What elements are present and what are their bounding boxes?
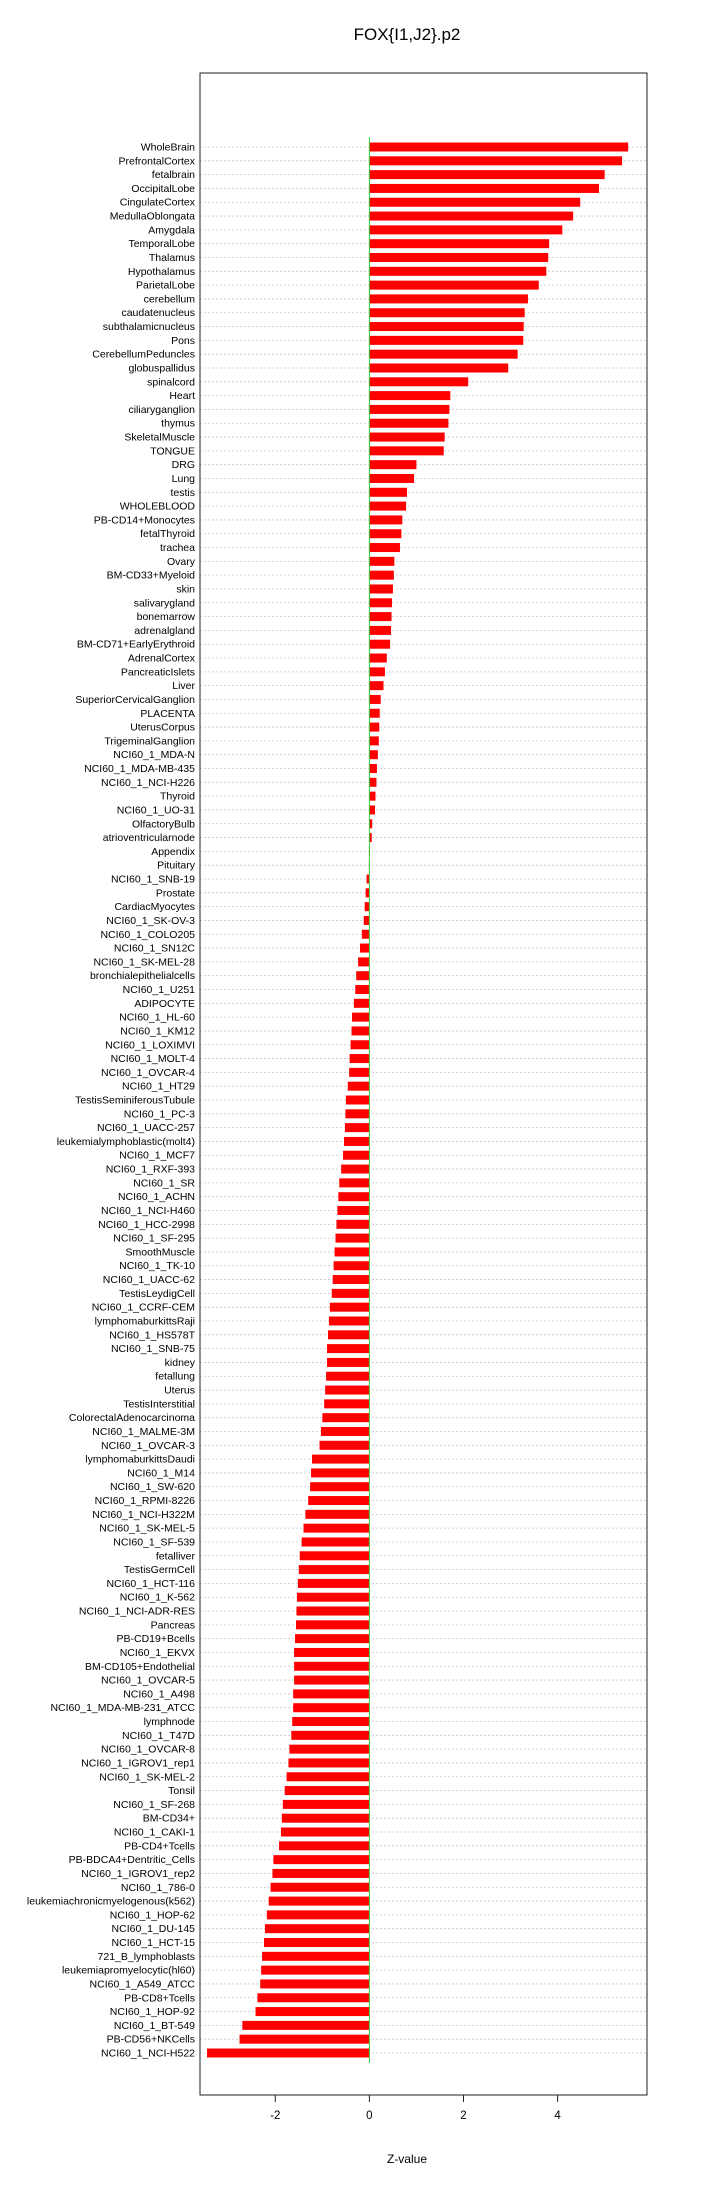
bar [298,1579,370,1588]
category-label: NCI60_1_OVCAR-3 [101,1439,195,1452]
bar [369,529,401,538]
category-label: NCI60_1_UO-31 [116,804,195,817]
bar [336,1234,370,1243]
category-label: NCI60_1_MDA-MB-231_ATCC [50,1702,195,1715]
bar [337,1206,369,1215]
category-label: fetalliver [155,1550,195,1563]
category-label: thymus [161,417,195,430]
category-label: ColorectalAdenocarcinoma [68,1412,195,1425]
bar [312,1455,369,1464]
category-label: testis [170,486,195,499]
category-label: ciliaryganglion [128,403,195,416]
category-label: ADIPOCYTE [134,997,195,1010]
bar [333,1275,370,1284]
category-label: BM-CD34+ [142,1812,195,1825]
category-label: PB-BDCA4+Dentritic_Cells [68,1854,195,1867]
bar [265,1924,369,1933]
bar [297,1593,369,1602]
category-label: TestisInterstitial [123,1398,195,1411]
category-label: PB-CD4+Tcells [124,1840,195,1853]
category-label: TONGUE [150,445,195,458]
category-label: NCI60_1_NCI-H460 [101,1204,195,1217]
bar [369,764,377,773]
category-label: NCI60_1_MDA-N [113,749,195,762]
category-label: TestisGermCell [123,1564,195,1577]
plot-frame [200,73,647,2095]
category-label: leukemialymphoblastic(molt4) [56,1135,195,1148]
category-label: NCI60_1_NCI-H522 [101,2047,195,2060]
category-label: Tonsil [168,1785,195,1798]
category-label: Liver [172,680,195,693]
bar [369,322,523,331]
category-label: cerebellum [143,293,195,306]
category-label: PrefrontalCortex [118,155,195,168]
category-label: NCI60_1_BT-549 [113,2019,195,2032]
category-label: BM-CD105+Endothelial [84,1660,195,1673]
category-label: bonemarrow [136,611,195,624]
category-label: NCI60_1_ACHN [117,1191,195,1204]
bar [369,709,379,718]
category-label: NCI60_1_RXF-393 [105,1163,195,1176]
bar [360,944,369,953]
bar [352,1013,369,1022]
bar [260,1979,369,1988]
category-labels [27,142,196,2060]
bar [369,433,444,442]
bar [354,999,370,1008]
bar [369,212,573,221]
category-label: ParietalLobe [136,279,195,292]
bar [256,2007,370,2016]
category-label: NCI60_1_HOP-62 [109,1909,195,1922]
bar [330,1303,370,1312]
bar [296,1607,369,1616]
category-label: NCI60_1_A549_ATCC [89,1978,195,1991]
bar [369,723,379,732]
category-label: lymphnode [143,1716,195,1729]
bar [362,930,370,939]
bar [369,474,414,483]
category-label: MedullaOblongata [109,210,195,223]
bar [345,1109,369,1118]
category-label: NCI60_1_HCC-2998 [98,1218,195,1231]
bar [302,1537,370,1546]
category-label: NCI60_1_CCRF-CEM [91,1301,195,1314]
category-label: NCI60_1_SNB-75 [110,1343,195,1356]
bar [369,640,390,649]
x-tick-label: 4 [554,2110,561,2122]
bar [369,695,380,704]
bar [369,626,391,635]
bar [324,1399,369,1408]
bar [366,888,370,897]
category-label: lymphomaburkittsRaji [94,1315,195,1328]
category-label: NCI60_1_HT29 [122,1080,195,1093]
category-label: NCI60_1_TK-10 [119,1260,195,1273]
category-label: NCI60_1_U251 [122,984,195,997]
bar [369,391,450,400]
bar [207,2049,369,2058]
bar [257,1993,369,2002]
category-label: leukemiapromyelocytic(hl60) [61,1964,195,1977]
bar [338,1192,369,1201]
category-label: lymphomaburkittsDaudi [85,1453,195,1466]
category-label: DRG [171,459,195,472]
bar [341,1165,369,1174]
category-label: NCI60_1_LOXIMVI [105,1039,195,1052]
category-label: OccipitalLobe [131,182,195,195]
x-tick-label: 0 [366,2110,373,2122]
bar [261,1966,369,1975]
bar [352,1026,370,1035]
bar [369,170,604,179]
bar [325,1386,369,1395]
bar [369,267,546,276]
category-label: NCI60_1_MALME-3M [92,1425,195,1438]
category-label: SkeletalMuscle [124,431,195,444]
bar [369,184,599,193]
category-label: NCI60_1_HL-60 [119,1011,195,1024]
bar [369,198,580,207]
bar [369,557,394,566]
category-label: NCI60_1_SR [133,1177,195,1190]
category-label: NCI60_1_SK-MEL-5 [99,1522,195,1535]
bar [293,1689,369,1698]
category-label: SuperiorCervicalGanglion [75,693,195,706]
category-label: PB-CD14+Monocytes [93,514,195,527]
category-label: NCI60_1_UACC-257 [96,1122,195,1135]
bar [369,336,523,345]
bar [369,308,524,317]
bar [327,1358,369,1367]
bar [344,1137,369,1146]
bar [289,1745,369,1754]
category-label: PLACENTA [140,707,195,720]
bar [369,488,407,497]
bar [334,1261,370,1270]
bar [279,1841,369,1850]
bar [358,957,369,966]
category-label: NCI60_1_SK-OV-3 [106,914,195,927]
bar [336,1220,369,1229]
bar [262,1952,369,1961]
bar [369,654,386,663]
category-label: NCI60_1_MOLT-4 [110,1053,195,1066]
x-axis [270,2095,561,2122]
category-label: NCI60_1_OVCAR-4 [101,1066,195,1079]
bar [369,681,383,690]
bar [343,1151,369,1160]
category-label: BM-CD71+EarlyErythroid [76,638,195,651]
bar [300,1551,370,1560]
category-label: NCI60_1_K-562 [119,1591,195,1604]
category-label: NCI60_1_NCI-H226 [101,776,195,789]
bar [327,1344,369,1353]
bar [304,1524,370,1533]
category-label: salivarygland [133,597,195,610]
bar [350,1054,370,1063]
category-label: Heart [169,390,195,403]
bar [283,1800,370,1809]
category-label: PB-CD8+Tcells [124,1992,195,2005]
bar [369,584,393,593]
bar [308,1496,369,1505]
category-label: fetallung [155,1370,195,1383]
category-label: PB-CD19+Bcells [116,1633,195,1646]
category-label: WholeBrain [140,141,195,154]
category-label: Appendix [151,845,195,858]
bar [365,902,370,911]
bar [285,1786,370,1795]
category-label: PB-CD56+NKCells [106,2033,195,2046]
bar [271,1883,370,1892]
category-label: NCI60_1_A498 [123,1688,195,1701]
bar [369,143,628,152]
category-label: OlfactoryBulb [131,818,195,831]
bar [321,1427,369,1436]
category-label: NCI60_1_RPMI-8226 [94,1495,195,1508]
bar [291,1731,369,1740]
category-label: UterusCorpus [130,721,195,734]
bar [335,1247,370,1256]
category-label: SmoothMuscle [125,1246,195,1259]
category-label: Ovary [166,555,195,568]
category-label: TestisLeydigCell [119,1287,195,1300]
category-label: NCI60_1_MDA-MB-435 [84,763,195,776]
bar [311,1468,369,1477]
bar [322,1413,369,1422]
category-label: fetalThyroid [140,528,195,541]
category-label: NCI60_1_SK-MEL-2 [99,1771,195,1784]
category-label: NCI60_1_SNB-19 [110,873,195,886]
category-label: TemporalLobe [128,238,195,251]
bar [369,281,538,290]
category-label: Thalamus [148,251,195,264]
category-label: PancreaticIslets [120,666,195,679]
category-label: NCI60_1_HOP-92 [109,2006,195,2019]
category-label: BM-CD33+Myeloid [106,569,195,582]
category-label: Uterus [164,1384,195,1397]
bar [369,363,508,372]
category-label: NCI60_1_786-0 [120,1881,195,1894]
category-label: Lung [171,472,195,485]
bar [332,1289,370,1298]
category-label: Thyroid [159,790,195,803]
category-label: atrioventricularnode [102,832,195,845]
bar [295,1634,369,1643]
category-label: subthalamicnucleus [102,321,195,334]
bar [240,2035,370,2044]
bar [273,1855,369,1864]
category-label: CerebellumPeduncles [92,348,195,361]
bar [369,750,377,759]
category-label: NCI60_1_T47D [122,1729,195,1742]
category-label: CingulateCortex [119,196,195,209]
bar [369,805,375,814]
category-label: trachea [159,542,195,555]
bar [288,1758,369,1767]
category-label: bronchialepithelialcells [89,970,195,983]
category-label: Hypothalamus [127,265,195,278]
bar [282,1814,370,1823]
category-label: NCI60_1_KM12 [120,1025,195,1038]
bar [339,1178,369,1187]
bar [369,294,528,303]
category-label: NCI60_1_MCF7 [119,1149,195,1162]
bar [369,543,400,552]
bar [349,1068,369,1077]
bar [355,985,369,994]
bar [326,1372,369,1381]
category-label: NCI60_1_NCI-H322M [92,1508,195,1521]
category-label: leukemiachronicmyelogenous(k562) [26,1895,195,1908]
bar [346,1096,370,1105]
category-label: NCI60_1_HCT-15 [111,1937,195,1950]
category-label: 721_B_lymphoblasts [97,1950,195,1963]
bar [320,1441,370,1450]
category-label: NCI60_1_NCI-ADR-RES [78,1605,195,1618]
category-label: NCI60_1_SK-MEL-28 [93,956,195,969]
bar [310,1482,369,1491]
category-label: NCI60_1_HS578T [109,1329,195,1342]
category-label: NCI60_1_PC-3 [123,1108,195,1121]
bar [305,1510,369,1519]
category-label: TrigeminalGanglion [104,735,195,748]
x-tick-label: 2 [460,2110,467,2122]
bar [292,1717,369,1726]
bar [348,1082,370,1091]
category-label: Prostate [155,887,195,900]
bar [351,1040,370,1049]
bar [281,1828,369,1837]
bar [329,1316,369,1325]
category-label: NCI60_1_SN12C [113,942,195,955]
category-label: NCI60_1_OVCAR-8 [101,1743,195,1756]
bar [267,1910,370,1919]
category-label: fetalbrain [151,169,195,182]
category-label: Pituitary [157,859,195,872]
bar [369,571,393,580]
bar [369,156,622,165]
category-label: NCI60_1_COLO205 [100,928,195,941]
category-label: globuspallidus [128,362,195,375]
category-label: NCI60_1_SF-539 [113,1536,195,1549]
category-label: WHOLEBLOOD [119,500,195,513]
bar [369,612,391,621]
bar [294,1648,369,1657]
category-label: Pons [171,334,195,347]
x-axis-label: Z-value [386,2152,428,2166]
category-label: NCI60_1_OVCAR-5 [101,1674,195,1687]
bar [369,405,449,414]
bar [369,736,378,745]
bar [369,446,443,455]
bar [369,377,468,386]
bar [299,1565,370,1574]
bar [369,239,549,248]
bar [369,419,448,428]
category-label: NCI60_1_CAKI-1 [113,1826,195,1839]
category-label: NCI60_1_M14 [127,1467,195,1480]
category-label: NCI60_1_SW-620 [109,1481,195,1494]
bar [369,460,416,469]
bar [294,1662,369,1671]
category-label: caudatenucleus [121,307,195,320]
category-label: CardiacMyocytes [114,901,195,914]
bar [293,1703,369,1712]
bar [294,1676,369,1685]
bar [369,778,376,787]
bar [264,1938,369,1947]
category-label: NCI60_1_HCT-116 [106,1577,195,1590]
category-label: NCI60_1_DU-145 [111,1923,195,1936]
x-tick-label: -2 [270,2110,281,2122]
bar [369,225,562,234]
category-label: skin [176,583,195,596]
bar [369,502,406,511]
bar [296,1620,369,1629]
category-label: NCI60_1_IGROV1_rep1 [81,1757,195,1770]
bar [328,1330,369,1339]
bar [369,253,548,262]
category-label: Amygdala [148,224,195,237]
category-label: NCI60_1_SF-295 [113,1232,195,1245]
bar [364,916,370,925]
category-label: NCI60_1_SF-268 [113,1798,195,1811]
category-label: AdrenalCortex [127,652,195,665]
category-label: NCI60_1_IGROV1_rep2 [81,1867,195,1880]
bar [369,350,517,359]
category-label: Pancreas [150,1619,195,1632]
category-label: spinalcord [147,376,195,389]
category-label: TestisSeminiferousTubule [75,1094,195,1107]
bar [269,1897,370,1906]
bar [345,1123,369,1132]
category-label: adrenalgland [134,624,195,637]
category-label: kidney [164,1356,195,1369]
chart-title: FOX{I1,J2}.p2 [353,25,461,44]
category-label: NCI60_1_UACC-62 [102,1274,195,1287]
category-label: NCI60_1_EKVX [119,1646,195,1659]
bar [242,2021,369,2030]
bar [356,971,369,980]
bar [287,1772,370,1781]
bar [369,598,392,607]
bar [369,792,375,801]
bar [369,667,385,676]
bar [369,515,402,524]
bar [272,1869,369,1878]
